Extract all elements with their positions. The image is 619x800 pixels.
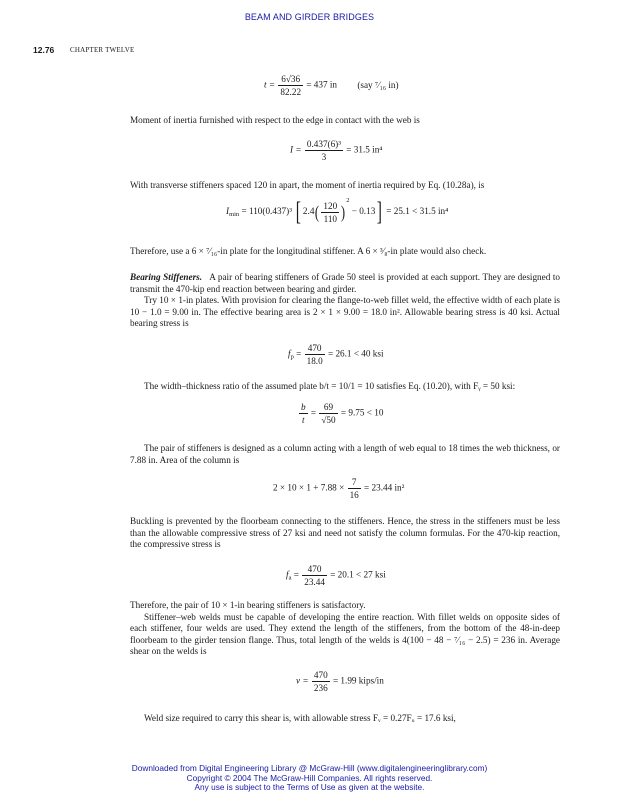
chapter-title: CHAPTER TWELVE [70, 46, 135, 54]
download-link[interactable]: Downloaded from Digital Engineering Library @ McGraw-Hill (www.digitalengineeringlibrary.com) [131, 763, 488, 773]
paragraph-bearing-stiffeners: Bearing Stiffeners. A pair of bearing stiffeners of Grade 50 steel is provided at each support. They are designed to transmit the 470-kip end reaction between bearing and girder. Try 10 × 1-in plates. With provision for clearing the flange-to-web fillet weld, the effective width of each plate is 10 − 1.0 = 9.00 in. The effective bearing area is 2 × 1 × 9.00 = 18.0 in². Allowable bearing stress is 40 ksi. Actual bearing stress is [130, 272, 560, 329]
equation-fp: $f_p$ = $\frac{470}{18.0}$ = 26.1 < 40 ksi [288, 343, 384, 366]
paragraph-welds: Therefore, the pair of 10 × 1-in bearing stiffeners is satisfactory. Stiffener–web welds must be capable of developing the entire reaction. With fillet welds on opposite sides of each stiffener, four welds are used. They extend the length of the stiffeners, from the bottom of the 48-in-deep floorbeam to the girder tension flange. Thus, total length of the welds is 4(100 − 48 − ⁷⁄₁₆ − 2.5) = 236 in. Average shear on the welds is [130, 600, 560, 657]
equation-imin: $I_{min} = 110(0.437)^3$ [ 2.4( $\frac{120}{110}$ )$^2$ − 0.13] = 25.1 < 31.5 in⁴ [226, 197, 449, 226]
paragraph: Therefore, use a 6 × ⁷⁄₁₆-in plate for the longitudinal stiffener. A 6 × ³⁄₈-in plate would also check. [130, 246, 487, 256]
fraction: $\frac{6√36}{82.22}$ [280, 74, 302, 97]
equation-area: 2 × 10 × 1 + 7.88 × $\frac{7}{16}$ = 23.44 in² [273, 477, 405, 500]
paragraph: The pair of stiffeners is designed as a column acting with a length of web equal to 18 times the web thickness, or 7.88 in. Area of the column is [130, 443, 560, 465]
copyright-text: Copyright © 2004 The McGraw-Hill Companies. All rights reserved. [186, 772, 433, 783]
equation-bt: $\frac{b}{t}$ = $\frac{69}{√50}$ = 9.75 < 10 [301, 402, 384, 425]
paragraph: Weld size required to carry this shear is, with allowable stress Fᵥ = 0.27Fᵤ = 17.6 ksi, [144, 713, 456, 723]
footer-notice [0, 764, 619, 793]
page-number: 12.76 [33, 45, 55, 55]
equation-v: v = $\frac{470}{236}$ = 1.99 kips/in [296, 670, 384, 693]
paragraph: The width–thickness ratio of the assumed plate b/t = 10/1 = 10 satisfies Eq. (10.20), with Fᵧ = 50 ksi: [144, 381, 516, 391]
running-header: BEAM AND GIRDER BRIDGES [244, 12, 375, 22]
paragraph: Moment of inertia furnished with respect to the edge in contact with the web is [130, 115, 420, 125]
equation-t: t = $\frac{6√36}{82.22}$ = 437 in (say ⁷⁄₁₆ in) [264, 74, 399, 97]
equation-i: I = $\frac{\text{0.437(6)³}}{3}$ = 31.5 in⁴ [290, 139, 383, 162]
paragraph: Buckling is prevented by the floorbeam connecting to the stiffeners. Hence, the stress in the stiffeners must be less than the allowable compressive stress of 27 ksi and need not satisfy the column formulas. For the 470-kip reaction, the compressive stress is [130, 516, 560, 550]
terms-link[interactable]: Any use is subject to the Terms of Use as given at the website. [194, 782, 425, 793]
equation-fa: $f_a$ = $\frac{470}{23.44}$ = 20.1 < 27 ksi [286, 564, 386, 587]
paragraph: With transverse stiffeners spaced 120 in apart, the moment of inertia required by Eq. (10.28a), is [130, 180, 485, 190]
section-heading: Bearing Stiffeners. [130, 272, 203, 282]
